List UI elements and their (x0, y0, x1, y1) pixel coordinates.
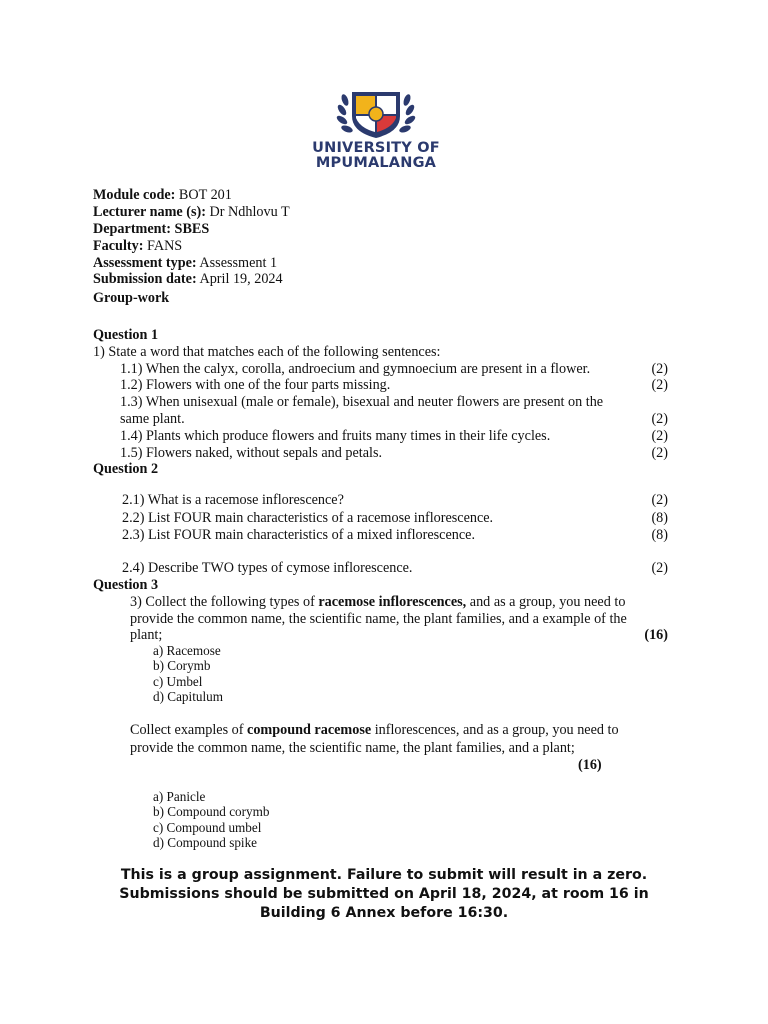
q3-paragraph-2-mark: (16) (578, 757, 602, 773)
lecturer-line (93, 204, 290, 221)
module-code-label: Module code: (93, 187, 176, 203)
notice-line-3: Building 6 Annex before 16:30. (259, 905, 509, 921)
logo-line-1: UNIVERSITY OF (312, 140, 440, 156)
q2-item-3: 2.3) List FOUR main characteristics of a mixed inflorescence. (122, 527, 475, 543)
module-code-line (93, 187, 232, 204)
logo-line-2: MPUMALANGA (315, 155, 437, 171)
q3-list-1-item: c) Umbel (153, 674, 203, 689)
notice-line-2: Submissions should be submitted on April 18, 2024, at room 16 in (119, 886, 649, 902)
question-1-title: Question 1 (93, 327, 159, 343)
q3-p2-text-c: inflorescences, and as a group, you need to (371, 722, 619, 738)
q3-paragraph-1-line-3: plant; (130, 627, 163, 643)
q1-item-5: 1.5) Flowers naked, without sepals and petals. (120, 445, 383, 461)
notice-line-1: This is a group assignment. Failure to submit will result in a zero. (120, 867, 648, 883)
q3-list-2-item: d) Compound spike (153, 835, 258, 850)
q3-list-1-item: a) Racemose (153, 643, 221, 658)
shield-icon (352, 92, 400, 138)
assignment-notice (60, 866, 708, 923)
q3-p1-text-c: and as a group, you need to (466, 594, 626, 610)
lecturer-value: Dr Ndhlovu T (209, 204, 290, 220)
q3-list-2-item: c) Compound umbel (153, 820, 262, 835)
groupwork-label: Group-work (93, 290, 170, 306)
q3-list-2-item: a) Panicle (153, 789, 206, 804)
q3-paragraph-2-line-2: provide the common name, the scientific name, the plant families, and a plant; (130, 740, 575, 756)
laurel-right-icon (398, 93, 416, 134)
q3-list-1-item: b) Corymb (153, 658, 211, 673)
q3-p1-text-a: 3) Collect the following types of (130, 594, 319, 610)
q2-item-3-mark: (8) (651, 527, 668, 543)
q2-item-4: 2.4) Describe TWO types of cymose inflorescence. (122, 560, 413, 576)
q1-item-2: 1.2) Flowers with one of the four parts missing. (120, 377, 391, 393)
submission-label: Submission date: (93, 271, 197, 287)
q3-paragraph-1-line-1 (130, 594, 625, 611)
q1-item-2-mark: (2) (651, 377, 668, 393)
laurel-left-icon (335, 93, 353, 134)
q3-p2-emphasis: compound racemose (247, 722, 372, 738)
submission-line (93, 271, 283, 288)
q1-item-3-mark: (2) (651, 411, 668, 427)
module-code-value: BOT 201 (178, 187, 232, 203)
q2-item-1-mark: (2) (651, 492, 668, 508)
question-2-title: Question 2 (93, 461, 159, 477)
assessment-label: Assessment type: (93, 255, 197, 271)
q3-list-2-item: b) Compound corymb (153, 804, 270, 819)
department-line: Department: SBES (93, 221, 210, 237)
q3-paragraph-1-mark: (16) (644, 627, 668, 643)
submission-value: April 19, 2024 (199, 271, 283, 287)
q3-paragraph-2-line-1 (130, 722, 619, 739)
q2-item-2-mark: (8) (651, 510, 668, 526)
question-3-title: Question 3 (93, 577, 159, 593)
assessment-value: Assessment 1 (199, 255, 278, 271)
q3-paragraph-1-line-2: provide the common name, the scientific name, the plant families, and a example of the (130, 611, 627, 627)
assessment-line (93, 255, 277, 272)
q2-item-2: 2.2) List FOUR main characteristics of a racemose inflorescence. (122, 510, 494, 526)
q1-item-1-mark: (2) (651, 361, 668, 377)
q2-item-4-mark: (2) (651, 560, 668, 576)
q3-p2-text-a: Collect examples of (130, 722, 248, 738)
q2-item-1: 2.1) What is a racemose inflorescence? (122, 492, 344, 508)
q1-item-3-cont: same plant. (120, 411, 185, 427)
question-1-intro: 1) State a word that matches each of the following sentences: (93, 344, 441, 360)
q1-item-4: 1.4) Plants which produce flowers and fruits many times in their life cycles. (120, 428, 551, 444)
faculty-label: Faculty: (93, 238, 144, 254)
q3-p1-emphasis: racemose inflorescences, (318, 594, 467, 610)
faculty-value: FANS (146, 238, 183, 254)
q3-list-1-item: d) Capitulum (153, 689, 223, 704)
q1-item-5-mark: (2) (651, 445, 668, 461)
lecturer-label: Lecturer name (s): (93, 204, 206, 220)
faculty-line (93, 238, 182, 255)
q1-item-4-mark: (2) (651, 428, 668, 444)
q1-item-3: 1.3) When unisexual (male or female), bisexual and neuter flowers are present on the (120, 394, 604, 410)
q1-item-1: 1.1) When the calyx, corolla, androecium and gymnoecium are present in a flower. (120, 361, 591, 377)
